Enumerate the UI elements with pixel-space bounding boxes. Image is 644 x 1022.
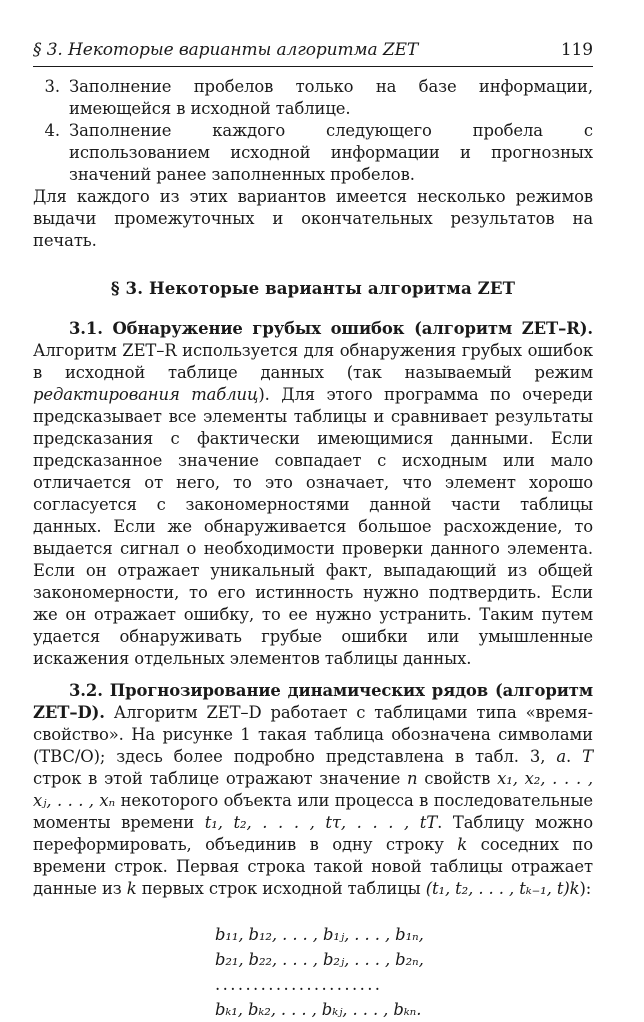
running-title: § 3. Некоторые варианты алгоритма ZET bbox=[33, 40, 419, 60]
formula-dots-row: ...................... bbox=[215, 975, 383, 994]
subsection-3-1 bbox=[33, 318, 593, 670]
math-tuple: (t₁, t₂, . . . , tₖ₋₁, t)k bbox=[425, 879, 580, 898]
text-fragment: строк в этой таблице отражают значение bbox=[33, 769, 408, 788]
text-fragment: соседних по времени строк. Первая строка такой новой таблицы отражает данные из bbox=[33, 835, 593, 898]
table-ref-letter: а bbox=[556, 747, 567, 766]
list-item-number: 4. bbox=[44, 121, 60, 140]
subsection-3-2 bbox=[33, 680, 593, 900]
formula-row: bₖ₁, bₖ₂, . . . , bₖⱼ, . . . , bₖₙ. bbox=[215, 1000, 422, 1019]
page-number: 119 bbox=[560, 40, 593, 60]
running-head bbox=[33, 38, 593, 67]
matrix-formula bbox=[215, 922, 593, 1022]
list-item bbox=[33, 76, 593, 120]
subsection-3-2-title: 3.2. Прогнозирование динамических рядов (алгоритм ZET–D). bbox=[33, 681, 593, 722]
math-k: k bbox=[457, 835, 468, 854]
text-fragment: первых строк исходной таблицы bbox=[136, 879, 426, 898]
formula-row: b₂₁, b₂₂, . . . , b₂ⱼ, . . . , b₂ₙ, bbox=[215, 950, 424, 969]
subsection-3-1-text-b: ). Для этого программа по очереди предсказывает все элементы таблицы и сравнивает результаты предсказания с фактически имеющимися данными. Если предсказанное значение совпадает с исходным или мало отличается от него, то это означает, что элемент хорошо согласуется с закономерностями данной части таблицы данных. Если же обнаруживается большое расхождение, то выдается сигнал о необходимости проверки данного элемента. Если он отражает уникальный факт, выпадающий из общей закономерности, то его истинность нужно подтвердить. Если же он отражает ошибку, то ее нужно устранить. Таким путем удается обнаруживать грубые ошибки или умышленные искажения отдельных элементов таблицы данных. bbox=[33, 385, 593, 668]
text-fragment: . Таблицу можно переформировать, объединив в одну строку bbox=[33, 813, 593, 854]
after-list-paragraph: Для каждого из этих вариантов имеется несколько режимов выдачи промежуточных и окончательных результатов на печать. bbox=[33, 187, 593, 250]
page bbox=[33, 38, 593, 1022]
math-k-2: k bbox=[126, 879, 137, 898]
math-times: t₁, t₂, . . . , tτ, . . . , tT bbox=[204, 813, 438, 832]
math-T: T bbox=[582, 747, 593, 766]
text-fragment: ): bbox=[579, 879, 592, 898]
subsection-3-2-text: Алгоритм ZET–D работает с таблицами типа «время-свойство». На рисунке 1 такая таблица обозначена символами (TBC/O); здесь более подробно представлена в табл. 3, bbox=[33, 703, 593, 766]
math-n: n bbox=[407, 769, 418, 788]
list-item bbox=[33, 120, 593, 186]
math-properties: x₁, x₂, . . . , xⱼ, . . . , xₙ bbox=[33, 769, 593, 810]
text-fragment: . bbox=[566, 747, 583, 766]
formula-row: b₁₁, b₁₂, . . . , b₁ⱼ, . . . , b₁ₙ, bbox=[215, 925, 424, 944]
subsection-3-1-title: 3.1. Обнаружение грубых ошибок (алгоритм ZET–R). bbox=[69, 319, 593, 338]
text-fragment: некоторого объекта или процесса в последовательные моменты времени bbox=[33, 791, 593, 832]
list-item-number: 3. bbox=[44, 77, 60, 96]
list-item-text: Заполнение пробелов только на базе информации, имеющейся в исходной таблице. bbox=[69, 77, 593, 118]
section-heading: § 3. Некоторые варианты алгоритма ZET bbox=[110, 278, 516, 298]
list-item-text: Заполнение каждого следующего пробела с использованием исходной информации и прогнозных значений ранее заполненных пробелов. bbox=[69, 121, 593, 184]
subsection-3-1-emphasis: редактирования таблиц bbox=[33, 385, 259, 404]
subsection-3-1-text-a: Алгоритм ZET–R используется для обнаружения грубых ошибок в исходной таблице данных (так называемый режим bbox=[33, 341, 593, 382]
text-fragment: свойств bbox=[417, 769, 498, 788]
